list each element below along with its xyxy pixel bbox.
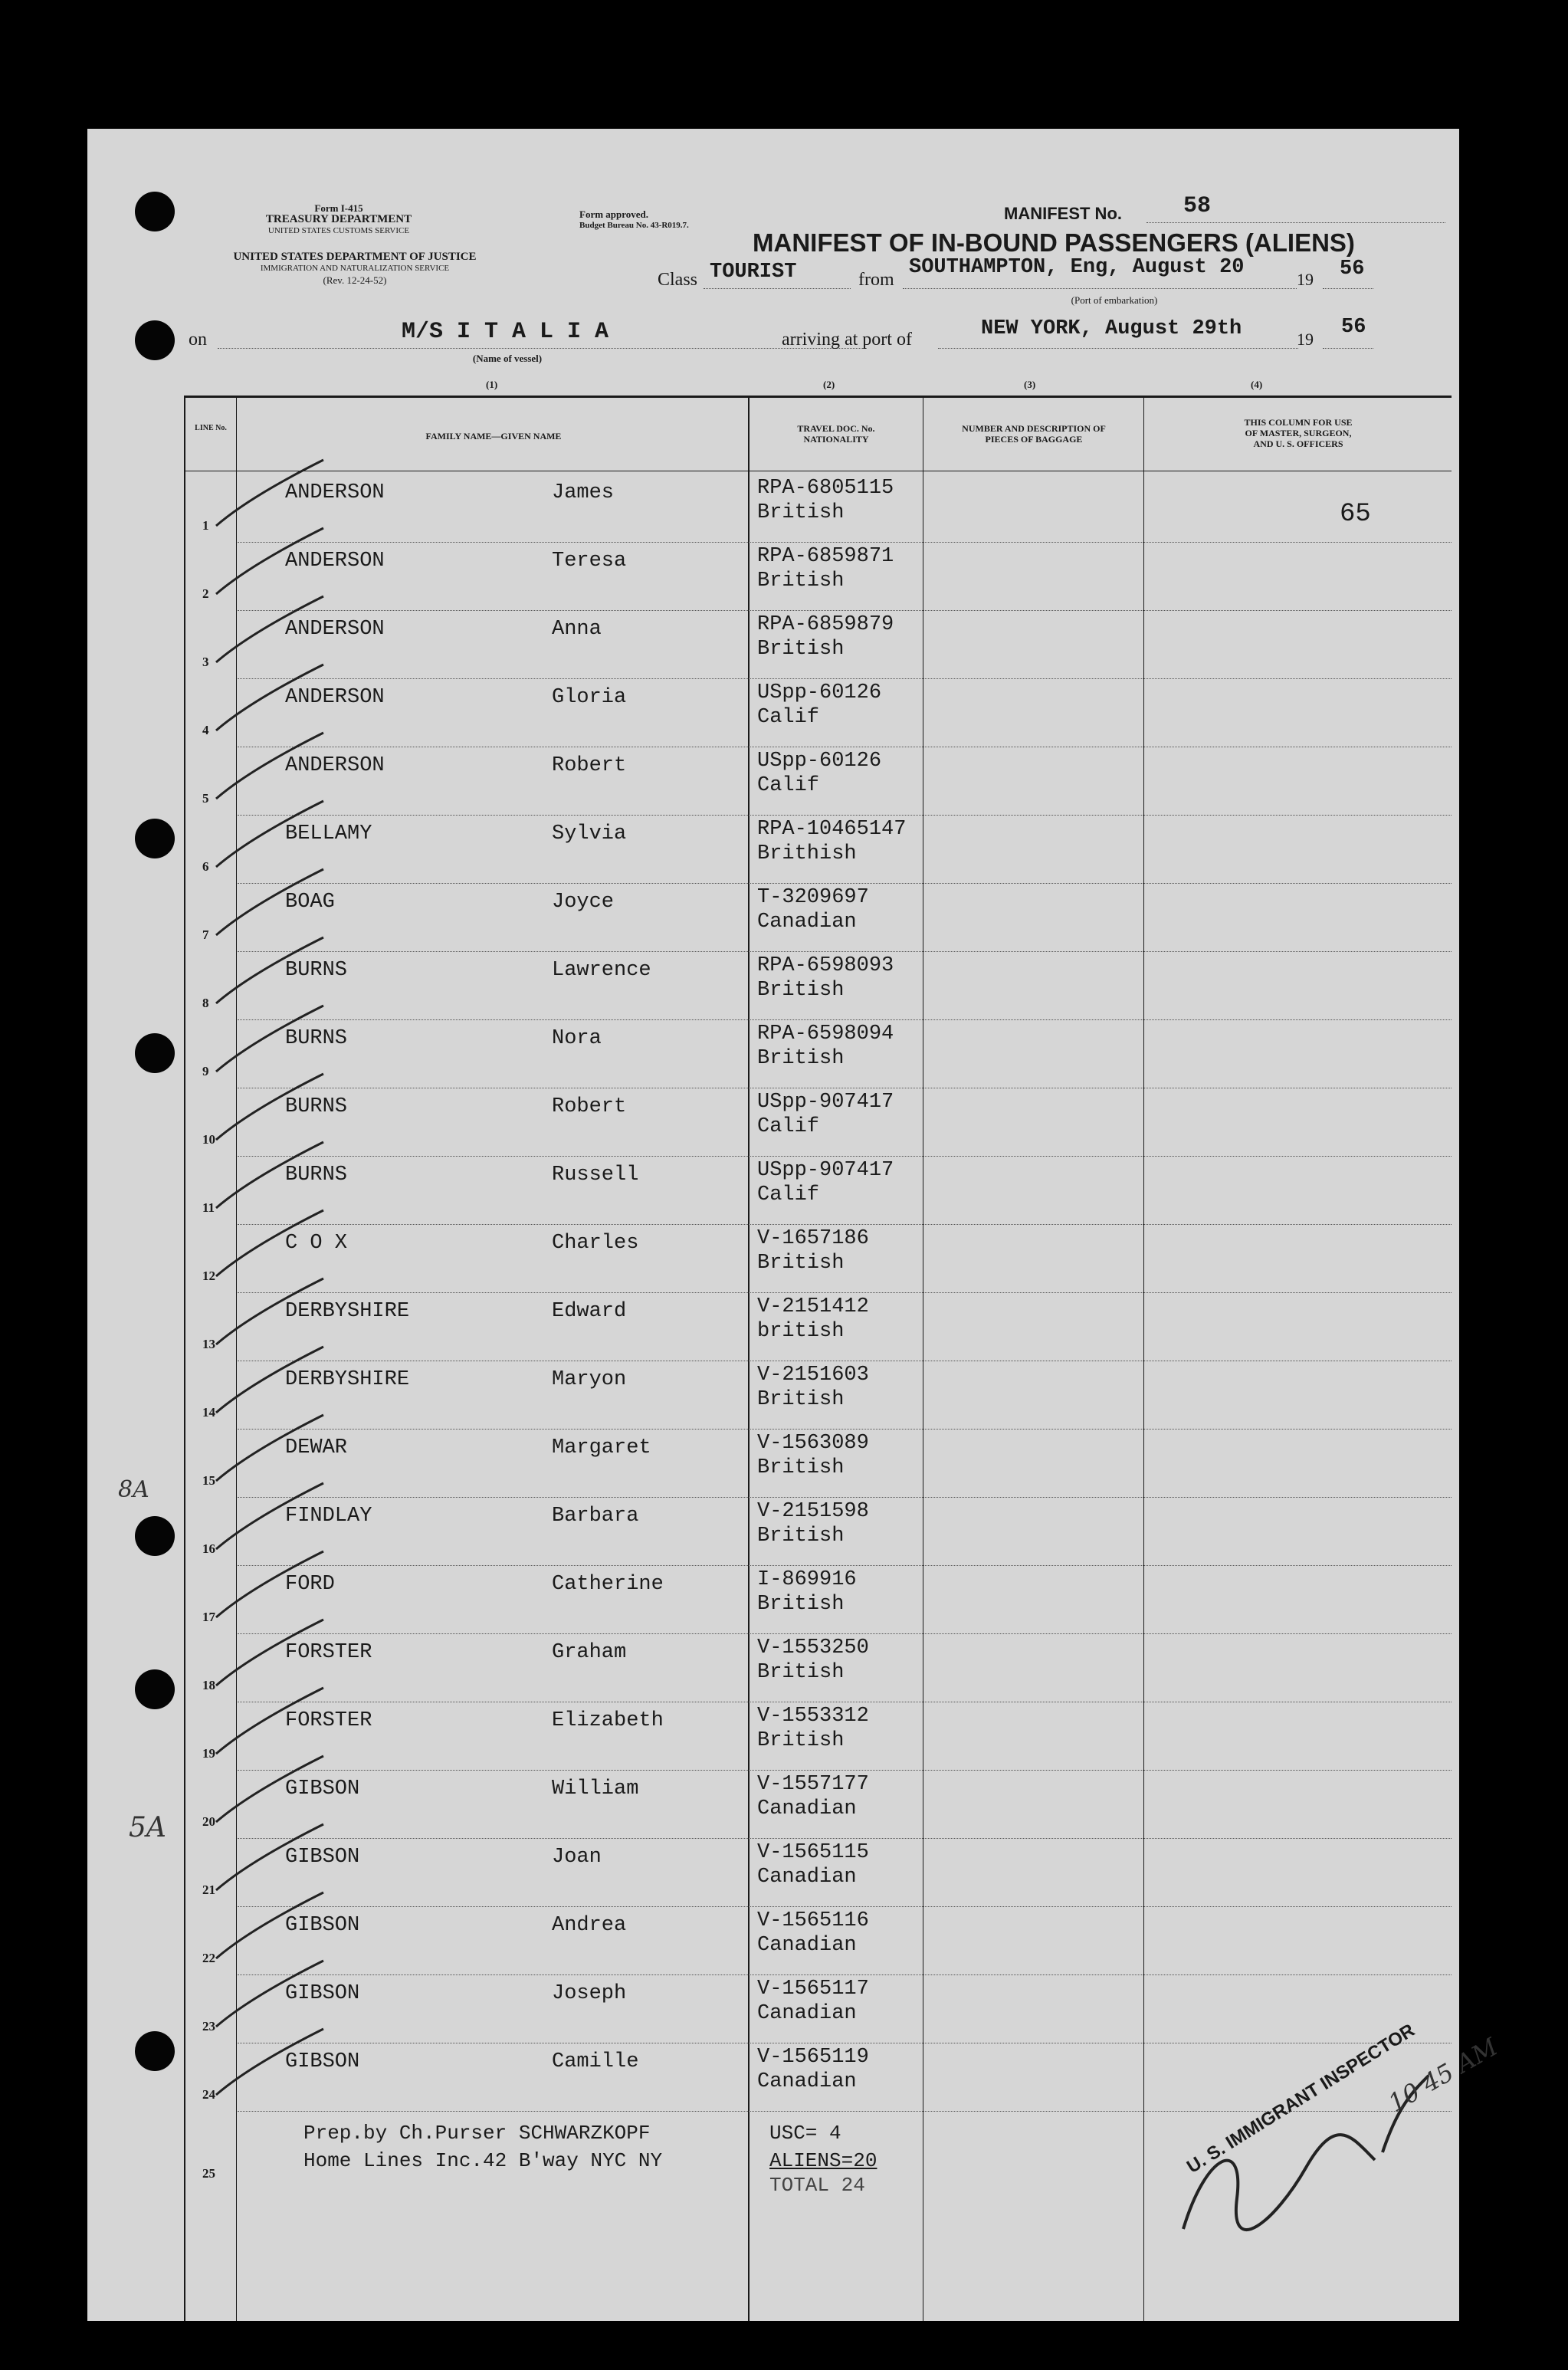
punch-hole bbox=[135, 1516, 175, 1556]
col-head-officers-1: THIS COLUMN FOR USE bbox=[1244, 417, 1353, 428]
line-number: 16 bbox=[202, 1541, 215, 1556]
travel-doc-number: V-1565116 bbox=[757, 1909, 869, 1932]
check-mark bbox=[208, 2021, 362, 2106]
nationality: Canadian bbox=[757, 1866, 857, 1889]
year-prefix: 19 bbox=[1297, 330, 1314, 349]
port-caption: (Port of embarkation) bbox=[1071, 294, 1158, 306]
nationality: British bbox=[757, 570, 845, 592]
dept-line: (Rev. 12-24-52) bbox=[323, 274, 387, 286]
family-name: C O X bbox=[285, 1232, 348, 1255]
baggage-col-rule bbox=[1143, 398, 1144, 2321]
given-name: Russell bbox=[552, 1164, 639, 1187]
line-number: 11 bbox=[202, 1200, 215, 1215]
manifest-label: MANIFEST No. bbox=[1004, 204, 1122, 223]
family-name: DEWAR bbox=[285, 1436, 348, 1459]
row-rule bbox=[238, 1156, 1452, 1157]
travel-doc-number: RPA-6805115 bbox=[757, 477, 894, 500]
travel-doc-number: V-2151598 bbox=[757, 1500, 869, 1523]
punch-hole bbox=[135, 320, 175, 360]
given-name: Anna bbox=[552, 618, 602, 641]
given-name: Gloria bbox=[552, 686, 627, 709]
nationality: british bbox=[757, 1320, 845, 1343]
prep-line: Prep.by Ch.Purser SCHWARZKOPF bbox=[303, 2122, 651, 2145]
nationality: Calif bbox=[757, 1183, 820, 1206]
nationality: British bbox=[757, 1525, 845, 1548]
family-name: FORD bbox=[285, 1573, 335, 1596]
given-name: Andrea bbox=[552, 1914, 627, 1937]
from-year: 56 bbox=[1340, 258, 1365, 281]
given-name: Catherine bbox=[552, 1573, 664, 1596]
on-label: on bbox=[189, 330, 207, 350]
given-name: Camille bbox=[552, 2050, 639, 2073]
nationality: British bbox=[757, 1456, 845, 1479]
year-rule bbox=[1323, 288, 1373, 289]
row-rule bbox=[238, 951, 1452, 952]
nationality: British bbox=[757, 638, 845, 661]
row-rule bbox=[238, 1429, 1452, 1430]
family-name: FINDLAY bbox=[285, 1505, 372, 1528]
given-name: Edward bbox=[552, 1300, 627, 1323]
family-name: GIBSON bbox=[285, 1778, 360, 1800]
given-name: Sylvia bbox=[552, 822, 627, 845]
manifest-number: 58 bbox=[1183, 193, 1212, 219]
col-head-baggage-1: NUMBER AND DESCRIPTION OF bbox=[962, 423, 1106, 434]
page-mark: 65 bbox=[1340, 500, 1371, 529]
family-name: ANDERSON bbox=[285, 686, 385, 709]
nationality: Calif bbox=[757, 774, 820, 797]
nationality: British bbox=[757, 1047, 845, 1070]
nationality: Canadian bbox=[757, 2070, 857, 2093]
name-col-rule bbox=[748, 398, 750, 2321]
given-name: Joyce bbox=[552, 891, 615, 914]
stamp-text: U. S. IMMIGRANT INSPECTOR bbox=[1183, 2020, 1419, 2178]
row-rule bbox=[238, 883, 1452, 884]
punch-hole bbox=[135, 192, 175, 231]
total-count: TOTAL 24 bbox=[769, 2174, 865, 2197]
given-name: Nora bbox=[552, 1027, 602, 1050]
col-head-name: FAMILY NAME—GIVEN NAME bbox=[425, 431, 562, 442]
line-number: 8 bbox=[202, 996, 209, 1010]
approval-line: Form approved. bbox=[579, 208, 649, 220]
row-rule bbox=[238, 1224, 1452, 1225]
punch-hole bbox=[135, 1033, 175, 1073]
manifest-rule bbox=[1146, 222, 1445, 223]
line-number: 12 bbox=[202, 1269, 215, 1283]
punch-hole bbox=[135, 2031, 175, 2071]
family-name: BOAG bbox=[285, 891, 335, 914]
family-name: GIBSON bbox=[285, 1914, 360, 1937]
given-name: Robert bbox=[552, 1095, 627, 1118]
nationality: Calif bbox=[757, 706, 820, 729]
margin-note: 8A bbox=[118, 1476, 149, 1503]
row-rule bbox=[238, 1497, 1452, 1498]
row-rule bbox=[238, 678, 1452, 679]
family-name: BURNS bbox=[285, 1164, 348, 1187]
dept-line: IMMIGRATION AND NATURALIZATION SERVICE bbox=[260, 264, 450, 273]
aliens-count: ALIENS=20 bbox=[769, 2149, 877, 2172]
dept-line: UNITED STATES DEPARTMENT OF JUSTICE bbox=[233, 251, 477, 263]
line-number: 14 bbox=[202, 1405, 215, 1420]
row-rule bbox=[238, 815, 1452, 816]
dept-line: UNITED STATES CUSTOMS SERVICE bbox=[267, 226, 410, 235]
nationality: British bbox=[757, 501, 845, 524]
row-rule bbox=[238, 1974, 1452, 1975]
manifest-sheet bbox=[87, 129, 1503, 2321]
nationality: Canadian bbox=[757, 1797, 857, 1820]
travel-doc-number: V-1657186 bbox=[757, 1227, 869, 1250]
line-number: 1 bbox=[202, 518, 209, 533]
col-head-officers-2: OF MASTER, SURGEON, bbox=[1245, 428, 1352, 438]
class-rule bbox=[704, 288, 851, 289]
arriving-value: NEW YORK, August 29th bbox=[981, 317, 1242, 340]
col-head-doc-2: NATIONALITY bbox=[803, 434, 869, 445]
line-number: 25 bbox=[202, 2166, 215, 2181]
given-name: James bbox=[552, 481, 615, 504]
line-number: 3 bbox=[202, 655, 209, 669]
col-head-officers bbox=[1146, 417, 1450, 449]
family-name: BURNS bbox=[285, 1095, 348, 1118]
family-name: ANDERSON bbox=[285, 618, 385, 641]
line-number: 4 bbox=[202, 723, 209, 737]
approval-line: Budget Bureau No. 43-R019.7. bbox=[579, 221, 689, 230]
travel-doc-number: T-3209697 bbox=[757, 886, 869, 909]
row-rule bbox=[238, 1906, 1452, 1907]
nationality: Canadian bbox=[757, 911, 857, 934]
line-number: 10 bbox=[202, 1132, 215, 1147]
arriving-year: 56 bbox=[1341, 316, 1366, 339]
travel-doc-number: USpp-907417 bbox=[757, 1159, 894, 1182]
row-rule bbox=[238, 1633, 1452, 1634]
col-head-officers-3: AND U. S. OFFICERS bbox=[1253, 438, 1343, 449]
row-rule bbox=[238, 542, 1452, 543]
from-value: SOUTHAMPTON, Eng, August 20 bbox=[909, 256, 1245, 279]
row-rule bbox=[238, 1019, 1452, 1020]
travel-doc-number: RPA-6598093 bbox=[757, 954, 894, 977]
col-num-2: (2) bbox=[823, 379, 835, 390]
family-name: FORSTER bbox=[285, 1641, 372, 1664]
inspector-stamp bbox=[1153, 2020, 1503, 2244]
nationality: British bbox=[757, 1661, 845, 1684]
nationality: British bbox=[757, 1593, 845, 1616]
vessel-rule bbox=[218, 348, 866, 349]
line-number: 19 bbox=[202, 1746, 215, 1761]
address-line: Home Lines Inc.42 B'way NYC NY bbox=[303, 2149, 663, 2172]
travel-doc-number: RPA-6859879 bbox=[757, 613, 894, 636]
given-name: Robert bbox=[552, 754, 627, 777]
class-value: TOURIST bbox=[710, 261, 797, 284]
line-number: 22 bbox=[202, 1951, 215, 1965]
col-head-baggage bbox=[926, 423, 1142, 445]
col-head-line: LINE No. bbox=[195, 424, 227, 432]
family-name: ANDERSON bbox=[285, 754, 385, 777]
from-label: from bbox=[858, 270, 894, 290]
travel-doc-number: V-1565119 bbox=[757, 2046, 869, 2069]
given-name: Barbara bbox=[552, 1505, 639, 1528]
row-rule bbox=[238, 1770, 1452, 1771]
travel-doc-number: RPA-6859871 bbox=[757, 545, 894, 568]
line-number: 6 bbox=[202, 859, 209, 874]
travel-doc-number: RPA-10465147 bbox=[757, 818, 907, 841]
line-number: 17 bbox=[202, 1610, 215, 1624]
family-name: BURNS bbox=[285, 959, 348, 982]
table-top-rule bbox=[184, 396, 1452, 398]
table-left-rule bbox=[184, 396, 185, 2321]
col-head-doc bbox=[751, 423, 921, 445]
line-number: 21 bbox=[202, 1883, 215, 1897]
travel-doc-number: USpp-907417 bbox=[757, 1091, 894, 1114]
line-number: 9 bbox=[202, 1064, 209, 1078]
family-name: BURNS bbox=[285, 1027, 348, 1050]
line-number: 13 bbox=[202, 1337, 215, 1351]
travel-doc-number: V-2151412 bbox=[757, 1295, 869, 1318]
travel-doc-number: USpp-60126 bbox=[757, 681, 882, 704]
given-name: Joseph bbox=[552, 1982, 627, 2005]
manifest-title: MANIFEST OF IN-BOUND PASSENGERS (ALIENS) bbox=[753, 228, 1355, 257]
family-name: DERBYSHIRE bbox=[285, 1368, 410, 1391]
nationality: Canadian bbox=[757, 2002, 857, 2025]
travel-doc-number: V-1565115 bbox=[757, 1841, 869, 1864]
dept-line: TREASURY DEPARTMENT bbox=[265, 213, 412, 225]
form-header-left-justice bbox=[182, 251, 527, 286]
family-name: FORSTER bbox=[285, 1709, 372, 1732]
nationality: Calif bbox=[757, 1115, 820, 1138]
family-name: GIBSON bbox=[285, 1982, 360, 2005]
travel-doc-number: V-2151603 bbox=[757, 1364, 869, 1387]
line-number: 20 bbox=[202, 1814, 215, 1829]
punch-hole bbox=[135, 1669, 175, 1709]
row-rule bbox=[238, 1565, 1452, 1566]
punch-hole bbox=[135, 819, 175, 858]
line-number: 5 bbox=[202, 791, 209, 806]
class-label: Class bbox=[658, 270, 698, 290]
row-rule bbox=[238, 1292, 1452, 1293]
family-name: ANDERSON bbox=[285, 481, 385, 504]
margin-note: 5A bbox=[129, 1812, 166, 1843]
vessel-caption: (Name of vessel) bbox=[472, 353, 543, 364]
form-number: Form I-415 bbox=[314, 202, 363, 214]
given-name: Charles bbox=[552, 1232, 639, 1255]
form-header-left bbox=[224, 202, 454, 237]
row-rule bbox=[238, 1838, 1452, 1839]
nationality: Brithish bbox=[757, 842, 857, 865]
travel-doc-number: I-869916 bbox=[757, 1568, 857, 1591]
nationality: British bbox=[757, 979, 845, 1002]
line-number: 23 bbox=[202, 2019, 215, 2034]
arriving-rule bbox=[938, 348, 1298, 349]
line-number: 2 bbox=[202, 586, 209, 601]
travel-doc-number: RPA-6598094 bbox=[757, 1023, 894, 1045]
col-num-4: (4) bbox=[1251, 379, 1263, 390]
line-number: 24 bbox=[202, 2087, 215, 2102]
nationality: British bbox=[757, 1252, 845, 1275]
year-prefix: 19 bbox=[1297, 270, 1314, 289]
stamp-time: 10 45 AM bbox=[1383, 2032, 1503, 2118]
travel-doc-number: V-1565117 bbox=[757, 1978, 869, 2001]
vessel-name: M/S I T A L I A bbox=[402, 319, 609, 345]
nationality: Canadian bbox=[757, 1934, 857, 1957]
given-name: Joan bbox=[552, 1846, 602, 1869]
col-head-baggage-2: PIECES OF BAGGAGE bbox=[985, 434, 1083, 445]
given-name: Elizabeth bbox=[552, 1709, 664, 1732]
from-rule bbox=[903, 288, 1297, 289]
family-name: DERBYSHIRE bbox=[285, 1300, 410, 1323]
given-name: Maryon bbox=[552, 1368, 627, 1391]
travel-doc-number: USpp-60126 bbox=[757, 750, 882, 773]
line-number: 15 bbox=[202, 1473, 215, 1488]
given-name: Lawrence bbox=[552, 959, 651, 982]
arriving-label: arriving at port of bbox=[782, 330, 912, 350]
given-name: Margaret bbox=[552, 1436, 651, 1459]
usc-count: USC= 4 bbox=[769, 2122, 841, 2145]
given-name: Graham bbox=[552, 1641, 627, 1664]
family-name: GIBSON bbox=[285, 1846, 360, 1869]
travel-doc-number: V-1557177 bbox=[757, 1773, 869, 1796]
col-num-3: (3) bbox=[1024, 379, 1036, 390]
nationality: British bbox=[757, 1729, 845, 1752]
col-head-doc-1: TRAVEL DOC. No. bbox=[797, 423, 875, 434]
line-number: 18 bbox=[202, 1678, 215, 1692]
row-rule bbox=[238, 610, 1452, 611]
travel-doc-number: V-1553250 bbox=[757, 1636, 869, 1659]
given-name: Teresa bbox=[552, 550, 627, 573]
family-name: BELLAMY bbox=[285, 822, 372, 845]
year-rule bbox=[1323, 348, 1373, 349]
nationality: British bbox=[757, 1388, 845, 1411]
form-approval bbox=[579, 208, 689, 231]
given-name: William bbox=[552, 1778, 639, 1800]
line-number: 7 bbox=[202, 927, 209, 942]
col-num-1: (1) bbox=[486, 379, 498, 390]
family-name: ANDERSON bbox=[285, 550, 385, 573]
travel-doc-number: V-1553312 bbox=[757, 1705, 869, 1728]
family-name: GIBSON bbox=[285, 2050, 360, 2073]
travel-doc-number: V-1563089 bbox=[757, 1432, 869, 1455]
